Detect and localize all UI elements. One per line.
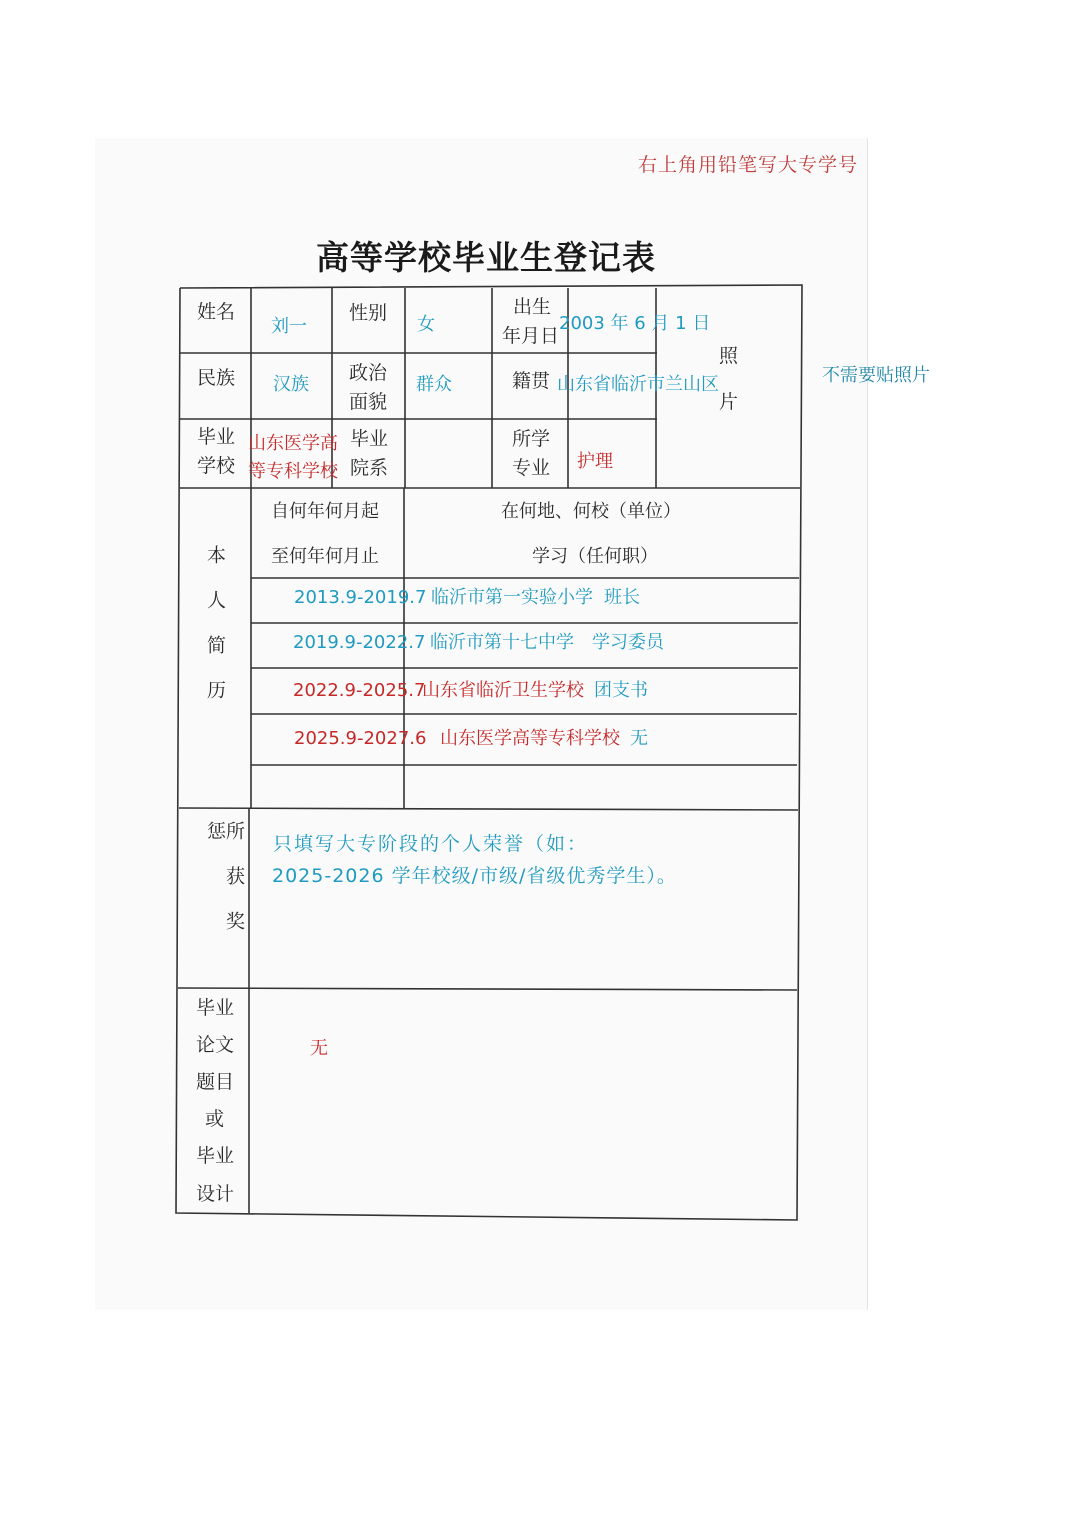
resume-row-role: 无 bbox=[630, 728, 648, 749]
period-header-line2: 至何年何月止 bbox=[271, 546, 379, 567]
political-label-line1: 政治 bbox=[349, 362, 388, 384]
place-header-line1: 在何地、何校（单位） bbox=[501, 501, 681, 522]
resume-row-role: 团支书 bbox=[594, 680, 648, 701]
birth-value: 2003 年 6 月 1 日 bbox=[559, 313, 711, 334]
thesis-label-line5: 毕业 bbox=[196, 1145, 235, 1167]
major-value: 护理 bbox=[577, 451, 613, 472]
gender-label: 性别 bbox=[349, 302, 388, 324]
photo-note: 不需要贴照片 bbox=[822, 365, 930, 386]
birth-label-line1: 出生 bbox=[513, 296, 552, 318]
photo-label-line1: 照 bbox=[719, 345, 739, 367]
name-label: 姓名 bbox=[197, 301, 236, 323]
political-label-line2: 面貌 bbox=[349, 391, 388, 413]
birth-label-line2: 年月日 bbox=[502, 325, 560, 347]
school-value-line2: 等专科学校 bbox=[248, 461, 338, 482]
form-title: 高等学校毕业生登记表 bbox=[316, 238, 656, 277]
dept-label-line1: 毕业 bbox=[350, 428, 389, 450]
name-value: 刘一 bbox=[271, 316, 307, 337]
resume-row-place: 山东医学高等专科学校 bbox=[440, 728, 620, 749]
resume-row-role: 班长 bbox=[604, 587, 640, 608]
resume-row-period: 2019.9-2022.7 bbox=[293, 632, 426, 653]
photo-label-line2: 片 bbox=[719, 391, 739, 413]
school-label-line1: 毕业 bbox=[197, 426, 236, 448]
awards-value-line2: 2025-2026 学年校级/市级/省级优秀学生）。 bbox=[272, 865, 677, 887]
school-value-line1: 山东医学高 bbox=[248, 433, 338, 454]
resume-row-period: 2025.9-2027.6 bbox=[294, 728, 427, 749]
thesis-value: 无 bbox=[310, 1038, 328, 1059]
political-value: 群众 bbox=[416, 374, 452, 395]
resume-row-period: 2022.9-2025.7 bbox=[293, 680, 426, 701]
thesis-label-line3: 题目 bbox=[196, 1071, 235, 1093]
school-label-line2: 学校 bbox=[197, 455, 236, 477]
awards-label: 所获奖惩 bbox=[204, 821, 245, 956]
resume-label: 本人简历 bbox=[204, 545, 226, 725]
thesis-label-line1: 毕业 bbox=[196, 997, 235, 1019]
resume-row-place: 山东省临沂卫生学校 bbox=[422, 680, 584, 701]
gender-value: 女 bbox=[417, 314, 435, 335]
place-header-line2: 学习（任何职） bbox=[532, 546, 658, 567]
resume-row-role: 学习委员 bbox=[592, 632, 664, 653]
major-label-line2: 专业 bbox=[512, 457, 551, 479]
resume-row-place: 临沂市第十七中学 bbox=[430, 632, 574, 653]
awards-value-line1: 只填写大专阶段的个人荣誉（如： bbox=[273, 833, 589, 855]
ethnicity-value: 汉族 bbox=[273, 374, 309, 395]
top-note: 右上角用铅笔写大专学号 bbox=[638, 154, 859, 176]
thesis-label-line6: 设计 bbox=[196, 1183, 235, 1205]
ethnicity-label: 民族 bbox=[197, 367, 236, 389]
major-label-line1: 所学 bbox=[512, 428, 551, 450]
thesis-label-line2: 论文 bbox=[196, 1034, 235, 1056]
resume-row-place: 临沂市第一实验小学 bbox=[431, 587, 593, 608]
period-header-line1: 自何年何月起 bbox=[271, 501, 379, 522]
native-place-value: 山东省临沂市兰山区 bbox=[557, 374, 719, 395]
thesis-label-line4: 或 bbox=[205, 1108, 225, 1130]
native-place-label: 籍贯 bbox=[512, 370, 551, 392]
dept-label-line2: 院系 bbox=[350, 457, 389, 479]
resume-row-period: 2013.9-2019.7 bbox=[294, 587, 427, 608]
